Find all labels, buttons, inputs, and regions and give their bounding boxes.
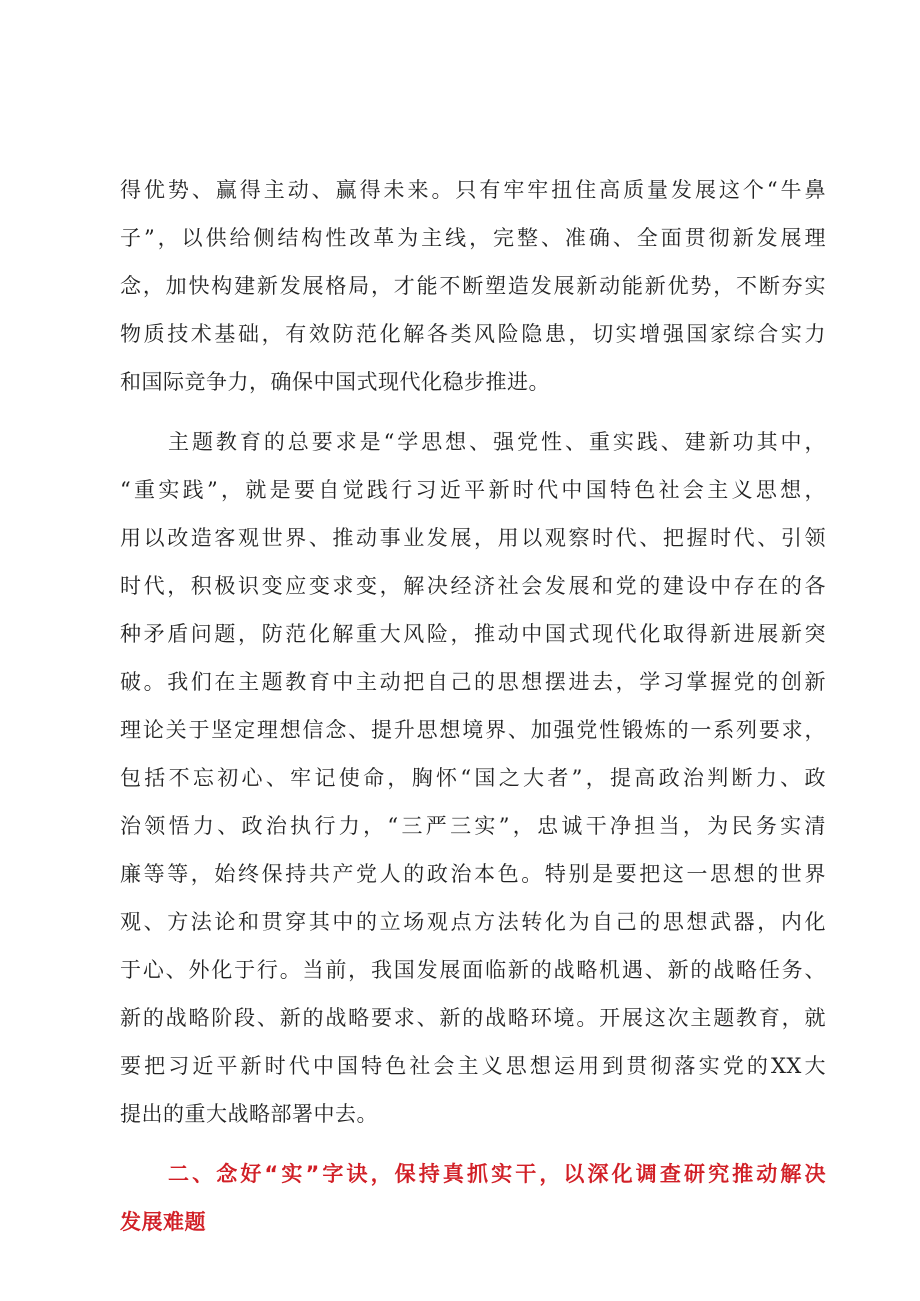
heading-line: 二、念好“实”字诀，保持真抓实干，以深化调查研究推动解决 — [168, 1162, 826, 1186]
text-line: 观、方法论和贯穿其中的立场观点方法转化为自己的思想武器，内化 — [120, 910, 826, 934]
document-body — [120, 166, 826, 1246]
text-line: 主题教育的总要求是“学思想、强党性、重实践、建新功其中， — [168, 430, 826, 454]
text-line: 理论关于坚定理想信念、提升思想境界、加强党性锻炼的一系列要求， — [120, 718, 826, 742]
text-line: 治领悟力、政治执行力，“三严三实”，忠诚干净担当，为民务实清 — [120, 814, 826, 838]
text-line: 得优势、赢得主动、赢得未来。只有牢牢扭住高质量发展这个“牛鼻 — [120, 178, 826, 202]
paragraph-1 — [120, 166, 826, 406]
text-line: 用以改造客观世界、推动事业发展，用以观察时代、把握时代、引领 — [120, 526, 826, 550]
text-line: 提出的重大战略部署中去。 — [120, 1102, 378, 1126]
text-line: 和国际竞争力，确保中国式现代化稳步推进。 — [120, 370, 550, 394]
text-line: 物质技术基础，有效防范化解各类风险隐患，切实增强国家综合实力 — [120, 322, 826, 346]
text-line: 念，加快构建新发展格局，才能不断塑造发展新动能新优势，不断夯实 — [120, 274, 826, 298]
text-line: 破。我们在主题教育中主动把自己的思想摆进去，学习掌握党的创新 — [120, 670, 826, 694]
text-line: 子”，以供给侧结构性改革为主线，完整、准确、全面贯彻新发展理 — [120, 226, 826, 250]
text-line: 廉等等，始终保持共产党人的政治本色。特别是要把这一思想的世界 — [120, 862, 826, 886]
paragraph-2 — [120, 418, 826, 1138]
text-line: 要把习近平新时代中国特色社会主义思想运用到贯彻落实党的XX大 — [120, 1054, 826, 1078]
section-heading — [120, 1150, 826, 1246]
text-line: 包括不忘初心、牢记使命，胸怀“国之大者”，提高政治判断力、政 — [120, 766, 826, 790]
text-line: 时代，积极识变应变求变，解决经济社会发展和党的建设中存在的各 — [120, 574, 826, 598]
paragraph-gap — [120, 406, 826, 418]
text-line: 种矛盾问题，防范化解重大风险，推动中国式现代化取得新进展新突 — [120, 622, 826, 646]
paragraph-gap — [120, 1138, 826, 1150]
heading-line: 发展难题 — [120, 1210, 206, 1234]
text-line: 于心、外化于行。当前，我国发展面临新的战略机遇、新的战略任务、 — [120, 958, 826, 982]
text-line: “重实践”，就是要自觉践行习近平新时代中国特色社会主义思想， — [120, 478, 826, 502]
text-line: 新的战略阶段、新的战略要求、新的战略环境。开展这次主题教育，就 — [120, 1006, 826, 1030]
